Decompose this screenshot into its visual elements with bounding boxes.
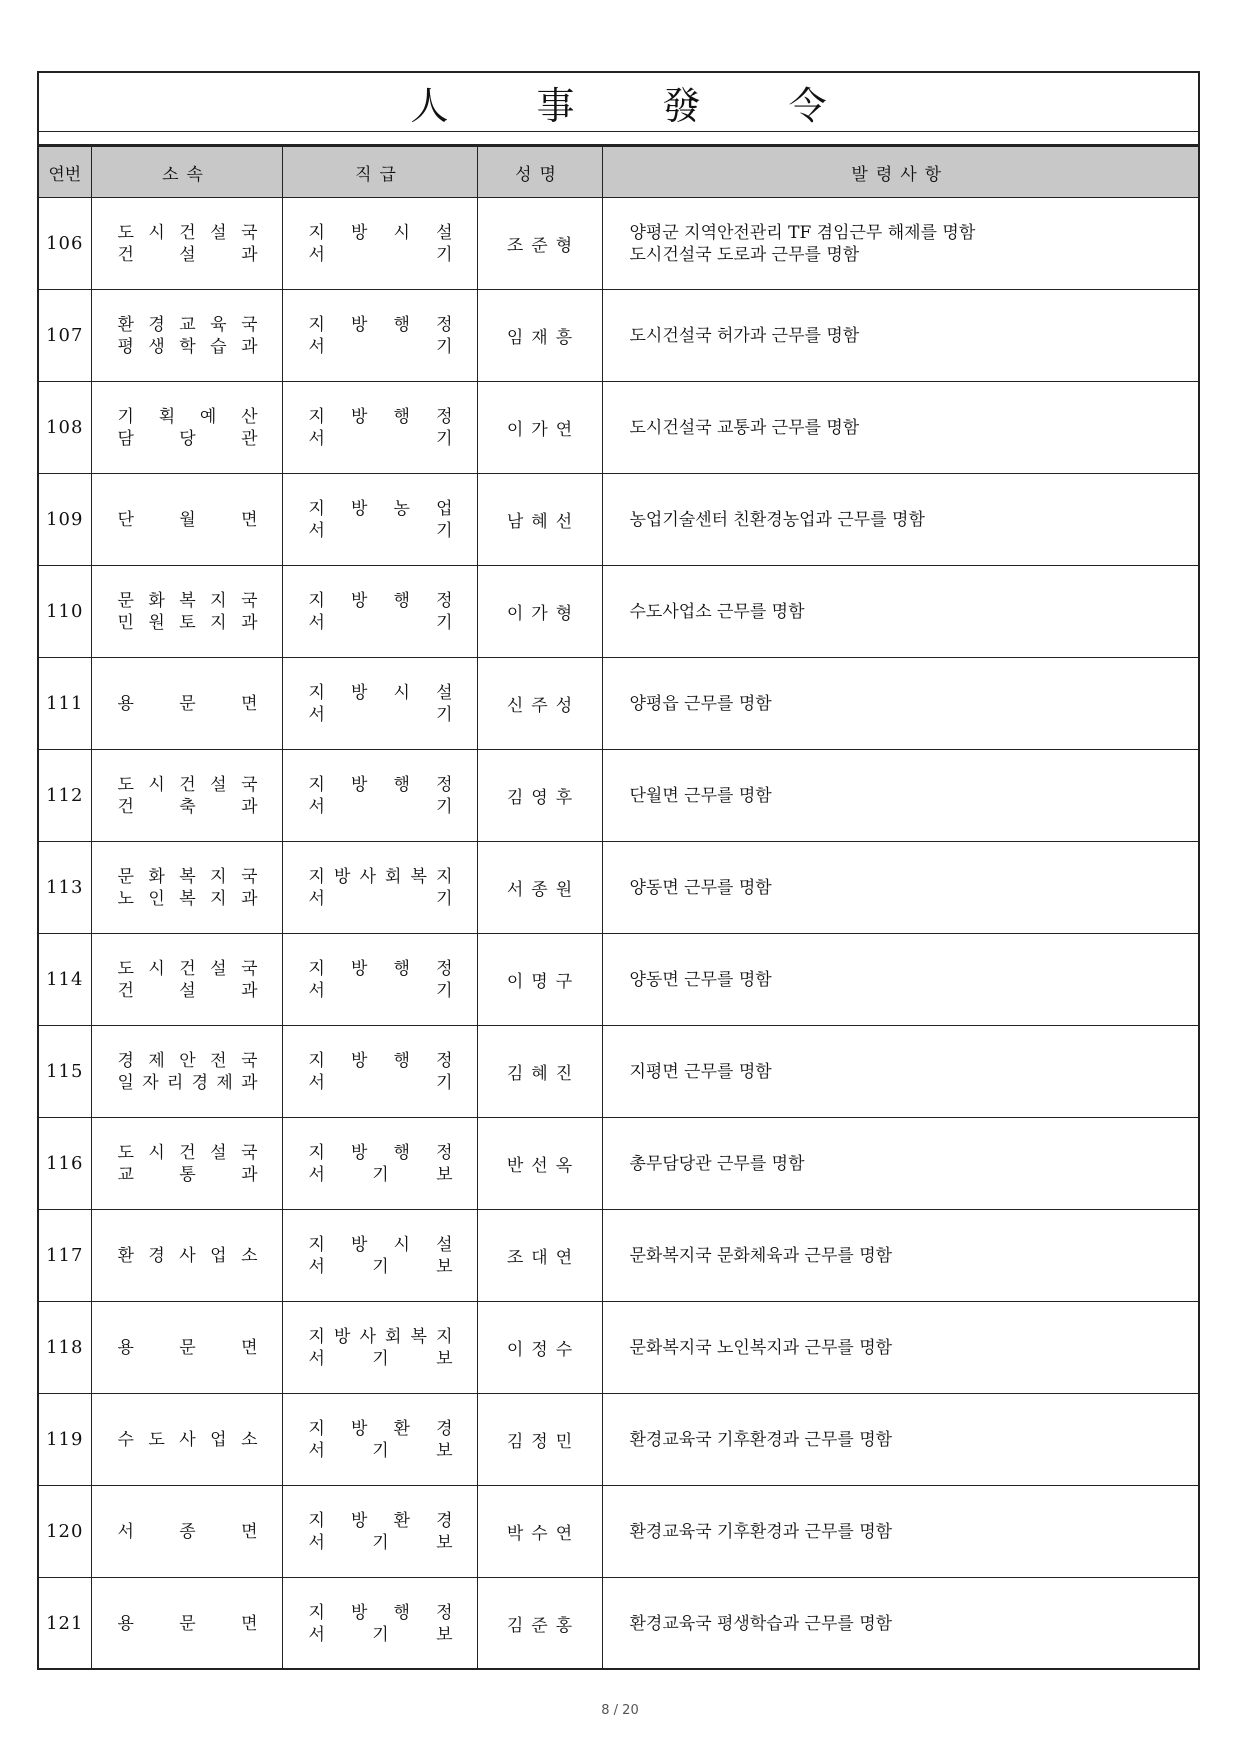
rank-line: 서 기 보 xyxy=(308,1164,453,1185)
department-cell xyxy=(91,474,282,566)
detail-line: 양평읍 근무를 명함 xyxy=(629,693,772,714)
appointment-detail xyxy=(602,290,1198,382)
person-name: 김혜진 xyxy=(477,1026,602,1118)
table-header-row xyxy=(39,147,1198,198)
department-line: 건 설 과 xyxy=(117,244,258,265)
rank-line: 서 기 xyxy=(308,980,453,1001)
rank-cell xyxy=(282,566,477,658)
department-cell xyxy=(91,198,282,290)
personnel-order-document xyxy=(37,71,1200,1670)
department-line: 노 인 복 지 과 xyxy=(117,888,258,909)
table-row xyxy=(39,1302,1198,1394)
detail-line: 양동면 근무를 명함 xyxy=(629,877,772,898)
table-row xyxy=(39,382,1198,474)
row-number: 107 xyxy=(39,290,91,382)
row-number: 106 xyxy=(39,198,91,290)
rank-line: 서 기 xyxy=(308,1072,453,1093)
rank-line: 지 방 행 정 xyxy=(308,1050,453,1071)
rank-line: 서 기 xyxy=(308,796,453,817)
rank-cell xyxy=(282,658,477,750)
table-row xyxy=(39,290,1198,382)
row-number: 114 xyxy=(39,934,91,1026)
appointment-detail xyxy=(602,1302,1198,1394)
department-line: 건 축 과 xyxy=(117,796,258,817)
appointment-detail xyxy=(602,474,1198,566)
rank-line: 서 기 보 xyxy=(308,1348,453,1369)
rank-line: 지 방 행 정 xyxy=(308,314,453,335)
person-name: 박수연 xyxy=(477,1486,602,1578)
department-line: 환 경 교 육 국 xyxy=(117,314,258,335)
rank-cell xyxy=(282,1486,477,1578)
rank-line: 서 기 xyxy=(308,336,453,357)
header-dept: 소속 xyxy=(91,147,282,198)
department-line: 일 자 리 경 제 과 xyxy=(117,1072,258,1093)
appointment-detail xyxy=(602,1026,1198,1118)
person-name: 조대연 xyxy=(477,1210,602,1302)
department-cell xyxy=(91,1302,282,1394)
row-number: 116 xyxy=(39,1118,91,1210)
rank-line: 지 방 시 설 xyxy=(308,1234,453,1255)
row-number: 108 xyxy=(39,382,91,474)
person-name: 남혜선 xyxy=(477,474,602,566)
department-line: 도 시 건 설 국 xyxy=(117,774,258,795)
rank-line: 지 방 환 경 xyxy=(308,1418,453,1439)
table-row xyxy=(39,474,1198,566)
detail-line: 총무담당관 근무를 명함 xyxy=(629,1153,805,1174)
rank-line: 서 기 xyxy=(308,612,453,633)
table-row xyxy=(39,934,1198,1026)
row-number: 113 xyxy=(39,842,91,934)
table-body xyxy=(39,198,1198,1670)
rank-cell xyxy=(282,1302,477,1394)
person-name: 반선옥 xyxy=(477,1118,602,1210)
table-row xyxy=(39,1578,1198,1670)
rank-cell xyxy=(282,290,477,382)
detail-line: 양평군 지역안전관리 TF 겸임근무 해제를 명함 xyxy=(629,222,976,243)
row-number: 110 xyxy=(39,566,91,658)
appointment-detail xyxy=(602,1486,1198,1578)
department-cell xyxy=(91,566,282,658)
person-name: 신주성 xyxy=(477,658,602,750)
header-no: 연번 xyxy=(39,147,91,198)
row-number: 111 xyxy=(39,658,91,750)
appointments-table xyxy=(39,146,1198,1670)
rank-cell xyxy=(282,198,477,290)
table-row xyxy=(39,566,1198,658)
rank-line: 서 기 보 xyxy=(308,1440,453,1461)
rank-line: 지 방 사 회 복 지 xyxy=(308,1326,453,1347)
department-cell xyxy=(91,1118,282,1210)
rank-line: 지 방 행 정 xyxy=(308,958,453,979)
rank-line: 지 방 행 정 xyxy=(308,774,453,795)
department-cell xyxy=(91,1578,282,1670)
department-line: 용 문 면 xyxy=(117,693,258,714)
appointment-detail xyxy=(602,750,1198,842)
department-line: 경 제 안 전 국 xyxy=(117,1050,258,1071)
rank-cell xyxy=(282,842,477,934)
person-name: 김정민 xyxy=(477,1394,602,1486)
table-row xyxy=(39,658,1198,750)
department-cell xyxy=(91,1026,282,1118)
rank-line: 서 기 xyxy=(308,520,453,541)
person-name: 임재흥 xyxy=(477,290,602,382)
appointment-detail xyxy=(602,1118,1198,1210)
person-name: 이명구 xyxy=(477,934,602,1026)
rank-line: 지 방 농 업 xyxy=(308,498,453,519)
appointment-detail xyxy=(602,198,1198,290)
person-name: 서종원 xyxy=(477,842,602,934)
detail-line: 환경교육국 기후환경과 근무를 명함 xyxy=(629,1429,893,1450)
rank-cell xyxy=(282,1578,477,1670)
title-divider xyxy=(39,132,1198,146)
department-cell xyxy=(91,1210,282,1302)
department-line: 서 종 면 xyxy=(117,1521,258,1542)
appointment-detail xyxy=(602,842,1198,934)
detail-line: 도시건설국 교통과 근무를 명함 xyxy=(629,417,860,438)
detail-line: 단월면 근무를 명함 xyxy=(629,785,772,806)
table-row xyxy=(39,198,1198,290)
appointment-detail xyxy=(602,566,1198,658)
appointment-detail xyxy=(602,382,1198,474)
department-line: 담 당 관 xyxy=(117,428,258,449)
department-cell xyxy=(91,658,282,750)
detail-line: 도시건설국 허가과 근무를 명함 xyxy=(629,325,860,346)
department-line: 도 시 건 설 국 xyxy=(117,958,258,979)
rank-line: 지 방 행 정 xyxy=(308,1142,453,1163)
row-number: 115 xyxy=(39,1026,91,1118)
detail-line: 환경교육국 기후환경과 근무를 명함 xyxy=(629,1521,893,1542)
rank-line: 서 기 보 xyxy=(308,1256,453,1277)
person-name: 이정수 xyxy=(477,1302,602,1394)
rank-cell xyxy=(282,1394,477,1486)
department-line: 문 화 복 지 국 xyxy=(117,866,258,887)
header-name: 성명 xyxy=(477,147,602,198)
table-row xyxy=(39,750,1198,842)
department-line: 도 시 건 설 국 xyxy=(117,1142,258,1163)
rank-line: 지 방 시 설 xyxy=(308,222,453,243)
row-number: 121 xyxy=(39,1578,91,1670)
appointment-detail xyxy=(602,1394,1198,1486)
document-title: 人 事 發 令 xyxy=(39,73,1198,132)
rank-cell xyxy=(282,750,477,842)
detail-line: 농업기술센터 친환경농업과 근무를 명함 xyxy=(629,509,925,530)
department-cell xyxy=(91,1394,282,1486)
detail-line: 수도사업소 근무를 명함 xyxy=(629,601,805,622)
row-number: 118 xyxy=(39,1302,91,1394)
appointment-detail xyxy=(602,1578,1198,1670)
rank-line: 지 방 사 회 복 지 xyxy=(308,866,453,887)
rank-cell xyxy=(282,1118,477,1210)
table-row xyxy=(39,1394,1198,1486)
rank-line: 지 방 행 정 xyxy=(308,590,453,611)
department-line: 문 화 복 지 국 xyxy=(117,590,258,611)
department-line: 민 원 토 지 과 xyxy=(117,612,258,633)
table-row xyxy=(39,1486,1198,1578)
rank-line: 서 기 보 xyxy=(308,1532,453,1553)
rank-line: 지 방 행 정 xyxy=(308,1602,453,1623)
rank-cell xyxy=(282,1210,477,1302)
appointment-detail xyxy=(602,934,1198,1026)
rank-cell xyxy=(282,382,477,474)
department-line: 건 설 과 xyxy=(117,980,258,1001)
detail-line: 문화복지국 노인복지과 근무를 명함 xyxy=(629,1337,893,1358)
department-line: 수 도 사 업 소 xyxy=(117,1429,258,1450)
page-number: 8 / 20 xyxy=(601,1703,639,1718)
rank-line: 서 기 xyxy=(308,428,453,449)
department-cell xyxy=(91,382,282,474)
row-number: 117 xyxy=(39,1210,91,1302)
rank-line: 서 기 xyxy=(308,244,453,265)
rank-cell xyxy=(282,934,477,1026)
rank-line: 서 기 xyxy=(308,888,453,909)
department-line: 단 월 면 xyxy=(117,509,258,530)
appointment-detail xyxy=(602,658,1198,750)
person-name: 조준형 xyxy=(477,198,602,290)
detail-line: 양동면 근무를 명함 xyxy=(629,969,772,990)
detail-line: 환경교육국 평생학습과 근무를 명함 xyxy=(629,1613,893,1634)
department-cell xyxy=(91,290,282,382)
department-line: 환 경 사 업 소 xyxy=(117,1245,258,1266)
table-row xyxy=(39,1118,1198,1210)
rank-line: 지 방 환 경 xyxy=(308,1510,453,1531)
table-row xyxy=(39,1026,1198,1118)
person-name: 이가연 xyxy=(477,382,602,474)
department-cell xyxy=(91,1486,282,1578)
department-line: 용 문 면 xyxy=(117,1613,258,1634)
department-cell xyxy=(91,750,282,842)
detail-line: 도시건설국 도로과 근무를 명함 xyxy=(629,244,860,265)
appointment-detail xyxy=(602,1210,1198,1302)
department-line: 평 생 학 습 과 xyxy=(117,336,258,357)
row-number: 120 xyxy=(39,1486,91,1578)
rank-line: 서 기 보 xyxy=(308,1624,453,1645)
person-name: 김준홍 xyxy=(477,1578,602,1670)
department-line: 용 문 면 xyxy=(117,1337,258,1358)
header-rank: 직급 xyxy=(282,147,477,198)
department-cell xyxy=(91,842,282,934)
department-line: 교 통 과 xyxy=(117,1164,258,1185)
department-line: 도 시 건 설 국 xyxy=(117,222,258,243)
rank-cell xyxy=(282,1026,477,1118)
person-name: 이가형 xyxy=(477,566,602,658)
person-name: 김영후 xyxy=(477,750,602,842)
rank-line: 지 방 행 정 xyxy=(308,406,453,427)
row-number: 119 xyxy=(39,1394,91,1486)
rank-line: 지 방 시 설 xyxy=(308,682,453,703)
rank-line: 서 기 xyxy=(308,704,453,725)
table-row xyxy=(39,842,1198,934)
department-line: 기 획 예 산 xyxy=(117,406,258,427)
header-detail: 발령사항 xyxy=(602,147,1198,198)
detail-line: 문화복지국 문화체육과 근무를 명함 xyxy=(629,1245,893,1266)
table-row xyxy=(39,1210,1198,1302)
rank-cell xyxy=(282,474,477,566)
row-number: 109 xyxy=(39,474,91,566)
department-cell xyxy=(91,934,282,1026)
row-number: 112 xyxy=(39,750,91,842)
detail-line: 지평면 근무를 명함 xyxy=(629,1061,772,1082)
